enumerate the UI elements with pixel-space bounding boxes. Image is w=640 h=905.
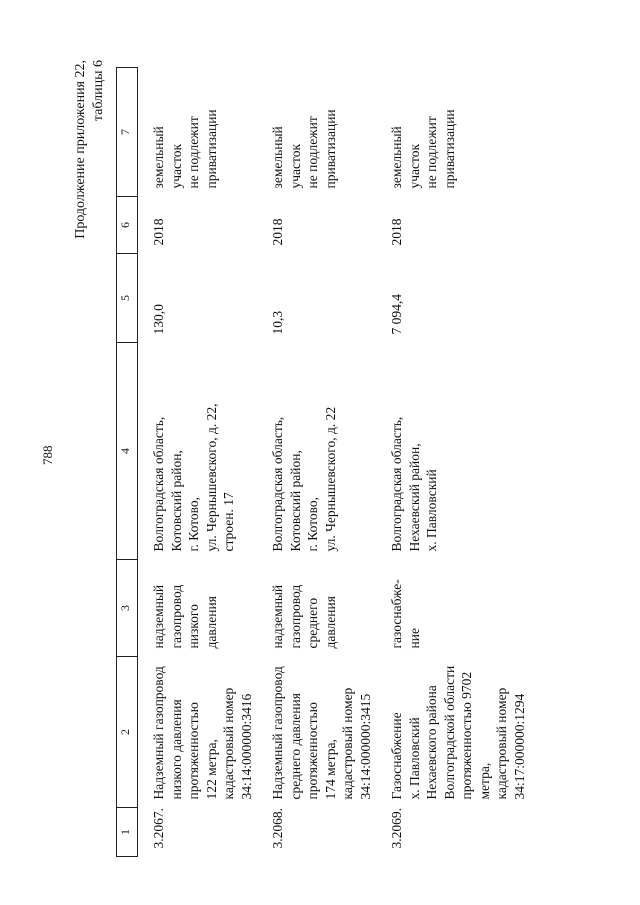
object-name-line: 122 метра, <box>203 739 219 800</box>
object-type-line: газопровод <box>168 584 184 649</box>
object-note-cell <box>138 68 256 197</box>
object-name-line: Надземный газопровод <box>270 666 285 800</box>
column-header-3: 3 <box>117 560 138 657</box>
object-name-line: Надземный газопровод <box>151 666 166 800</box>
object-note-line: приватизации <box>322 109 338 189</box>
object-name-line: протяженностью 9702 <box>459 671 474 800</box>
object-note-line: приватизации <box>203 109 219 189</box>
registry-table <box>116 67 528 857</box>
object-type-line: давления <box>322 596 338 649</box>
column-header-4: 4 <box>117 343 138 560</box>
page-number: 788 <box>40 445 55 465</box>
row-number-cell <box>374 808 528 857</box>
object-note-cell <box>374 68 528 197</box>
object-year: 2018 <box>389 218 404 246</box>
object-address-line: х. Павловский <box>424 469 439 552</box>
column-header-1: 1 <box>117 808 138 857</box>
object-name-line: 34:17:000000:1294 <box>511 693 527 800</box>
table-header-row <box>117 68 138 857</box>
object-name-line: 174 метра, <box>322 739 338 800</box>
object-value-cell <box>374 254 528 343</box>
object-address-line: Волгоградская область, <box>389 416 404 552</box>
object-note-line: приватизации <box>441 109 457 189</box>
object-address-cell <box>138 343 256 560</box>
continuation-line-1: Продолжение приложения 22, <box>73 60 88 239</box>
object-value-cell <box>138 254 256 343</box>
object-year-cell <box>255 197 374 254</box>
table-body <box>138 68 529 857</box>
row-number: 3.2068. <box>270 808 285 849</box>
object-year-cell <box>374 197 528 254</box>
object-name-line: кадастровый номер <box>221 687 236 800</box>
object-name-line: протяженностью <box>186 702 201 800</box>
object-type-line: ние <box>406 628 422 649</box>
object-value-cell <box>255 254 374 343</box>
table-row <box>138 68 256 857</box>
object-type-cell <box>138 560 256 657</box>
object-address-line: Котовский район, <box>168 450 184 552</box>
continuation-heading <box>72 60 108 239</box>
object-name-line: протяженностью <box>305 702 320 800</box>
object-note-line: не подлежит <box>186 116 201 189</box>
object-type-line: давления <box>203 596 219 649</box>
object-name-line: 34:14:000000:3416 <box>238 693 254 800</box>
object-value: 10,3 <box>270 310 285 335</box>
object-note-line: земельный <box>270 126 285 189</box>
table-row <box>255 68 374 857</box>
object-name-line: х. Павловский <box>406 717 422 800</box>
object-address-line: строен. 17 <box>221 492 236 552</box>
object-address-line: г. Котово, <box>186 496 201 552</box>
object-name-line: 34:14:000000:3415 <box>357 693 373 800</box>
object-address-line: Котовский район, <box>287 450 303 552</box>
object-type-line: среднего <box>305 597 320 649</box>
row-number-cell <box>255 808 374 857</box>
object-type-line: низкого <box>186 604 201 649</box>
object-type-line: надземный <box>151 584 166 649</box>
object-type-line: газопровод <box>287 584 303 649</box>
object-name-cell <box>374 657 528 808</box>
row-number-cell <box>138 808 256 857</box>
object-year: 2018 <box>151 218 166 246</box>
object-address-line: Волгоградская область, <box>151 416 166 552</box>
object-name-line: среднего давления <box>287 693 303 800</box>
object-name-cell <box>138 657 256 808</box>
column-header-2: 2 <box>117 657 138 808</box>
object-year-cell <box>138 197 256 254</box>
object-name-cell <box>255 657 374 808</box>
object-address-line: ул. Чернышевского, д. 22, <box>203 403 219 552</box>
object-note-line: земельный <box>389 126 404 189</box>
object-note-line: не подлежит <box>424 116 439 189</box>
object-type-line: надземный <box>270 584 285 649</box>
row-number: 3.2067. <box>151 808 166 849</box>
object-type-cell <box>255 560 374 657</box>
row-number: 3.2069. <box>389 808 404 849</box>
column-header-5: 5 <box>117 254 138 343</box>
object-note-line: участок <box>406 143 422 189</box>
object-name-line: Нехаевского района <box>424 685 439 800</box>
object-note-line: не подлежит <box>305 116 320 189</box>
object-name-line: низкого давления <box>168 699 184 800</box>
column-header-7: 7 <box>117 68 138 197</box>
object-address-line: Нехаевский район, <box>406 443 422 552</box>
continuation-line-2: таблицы 6 <box>91 60 106 122</box>
object-name-line: кадастровый номер <box>340 687 355 800</box>
table-row <box>374 68 528 857</box>
object-type-line: газоснабже- <box>389 579 404 649</box>
object-name-line: кадастровый номер <box>494 687 509 800</box>
object-address-line: г. Котово, <box>305 496 320 552</box>
object-address-line: ул. Чернышевского, д. 22 <box>322 406 338 552</box>
object-note-line: участок <box>287 143 303 189</box>
object-note-cell <box>255 68 374 197</box>
object-name-line: метра, <box>476 762 492 800</box>
object-note-line: участок <box>168 143 184 189</box>
object-name-line: Волгоградской области <box>441 665 457 800</box>
object-value: 7 094,4 <box>389 294 404 335</box>
column-header-6: 6 <box>117 197 138 254</box>
object-type-cell <box>374 560 528 657</box>
object-address-cell <box>374 343 528 560</box>
object-name-line: Газоснабжение <box>389 712 404 800</box>
object-note-line: земельный <box>151 126 166 189</box>
object-address-cell <box>255 343 374 560</box>
object-address-line: Волгоградская область, <box>270 416 285 552</box>
object-year: 2018 <box>270 218 285 246</box>
object-value: 130,0 <box>151 304 166 335</box>
